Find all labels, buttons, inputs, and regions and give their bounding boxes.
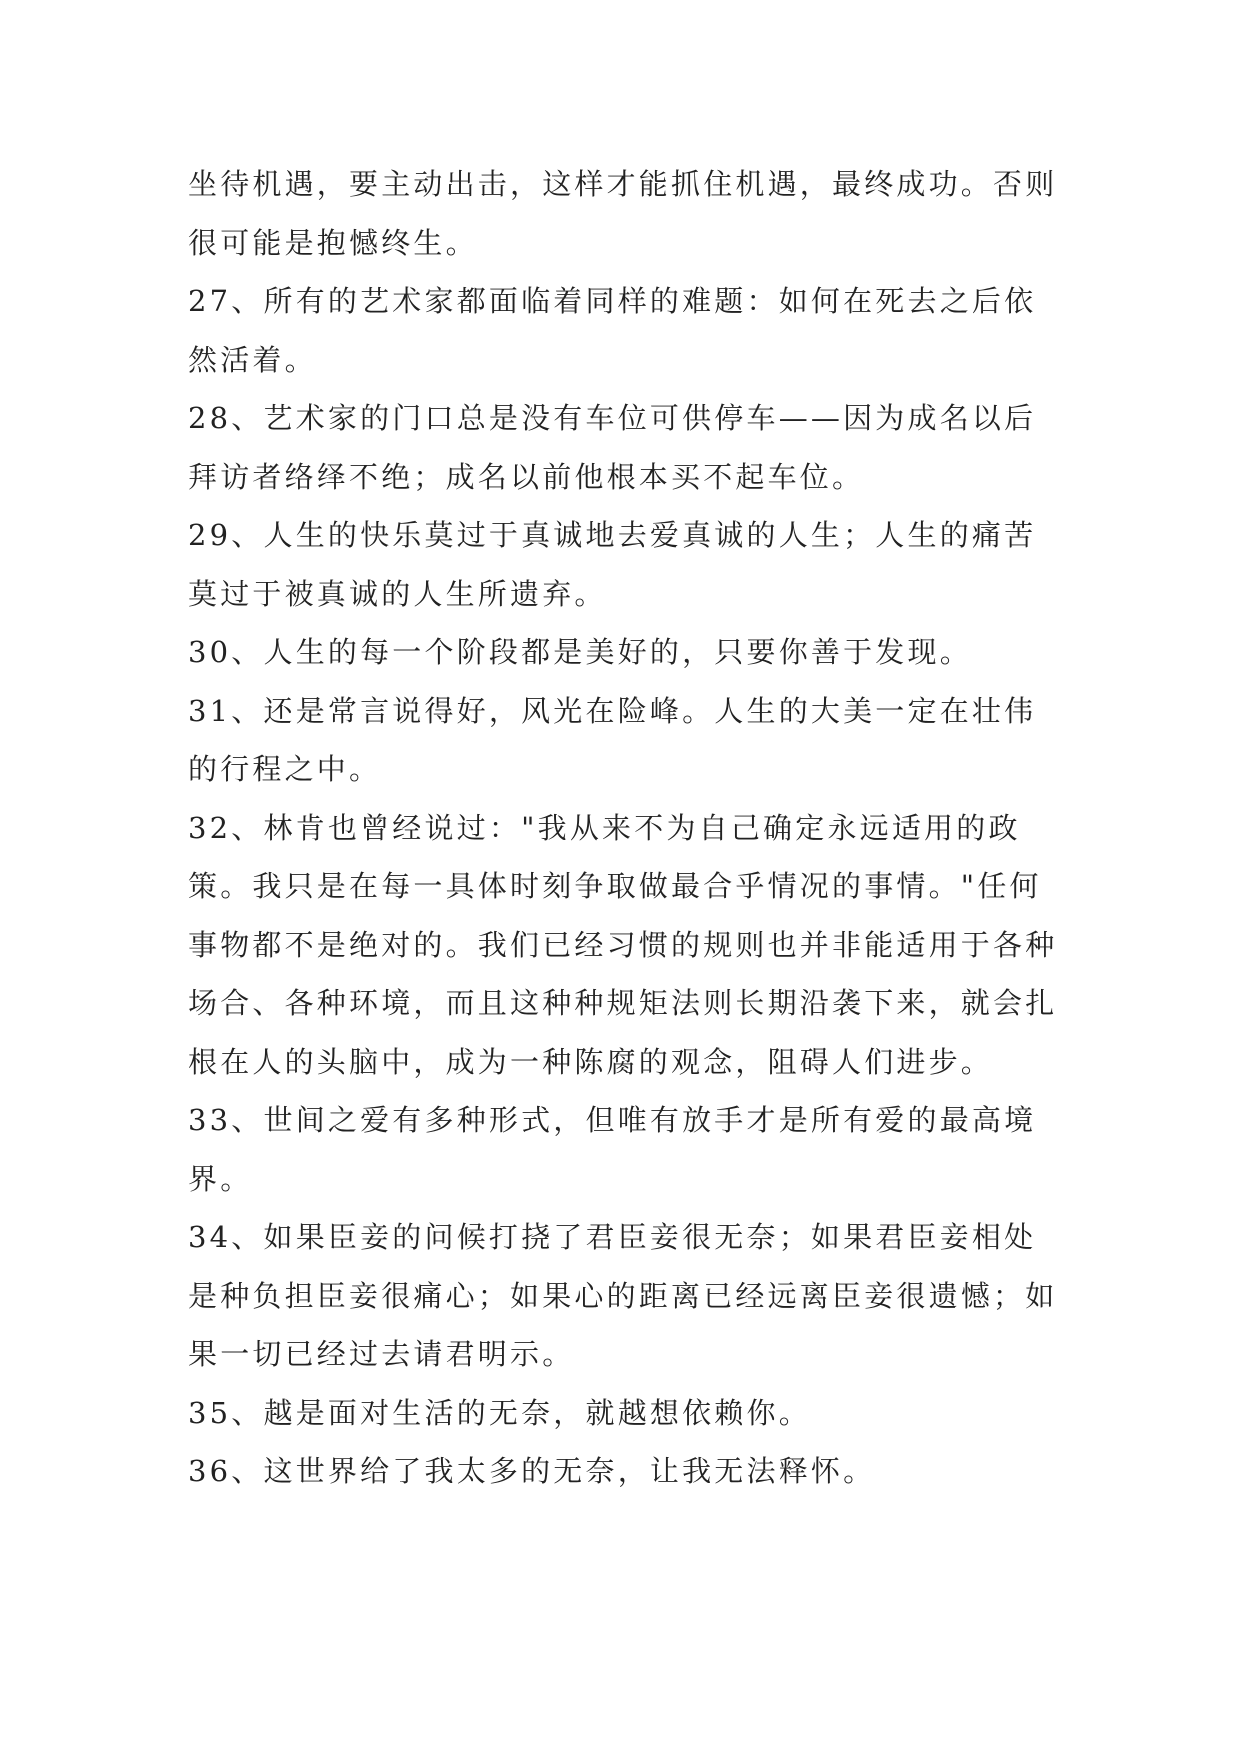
paragraph-32: 32、林肯也曾经说过："我从来不为自己确定永远适用的政策。我只是在每一具体时刻争取做最合乎情况的事情。"任何事物都不是绝对的。我们已经习惯的规则也并非能适用于各种场合、各种环境，而且这种种规矩法则长期沿袭下来，就会扎根在人的头脑中，成为一种陈腐的观念，阻碍人们进步。 [188, 810, 1058, 1079]
paragraph-34: 34、如果臣妾的问候打挠了君臣妾很无奈；如果君臣妾相处是种负担臣妾很痛心；如果心的距离已经远离臣妾很遗憾；如果一切已经过去请君明示。 [188, 1220, 1058, 1371]
paragraph-30: 30、人生的每一个阶段都是美好的，只要你善于发现。 [188, 635, 972, 669]
paragraph-27: 27、所有的艺术家都面临着同样的难题：如何在死去之后依然活着。 [188, 284, 1037, 377]
document-body [188, 155, 1058, 1501]
paragraph-33: 33、世间之爱有多种形式，但唯有放手才是所有爱的最高境界。 [188, 1103, 1037, 1196]
paragraph-36: 36、这世界给了我太多的无奈，让我无法释怀。 [188, 1454, 876, 1488]
paragraph-35: 35、越是面对生活的无奈，就越想依赖你。 [188, 1395, 811, 1430]
paragraph-31: 31、还是常言说得好，风光在险峰。人生的大美一定在壮伟的行程之中。 [188, 693, 1037, 786]
paragraph-28: 28、艺术家的门口总是没有车位可供停车——因为成名以后拜访者络绎不绝；成名以前他根本买不起车位。 [188, 401, 1037, 494]
paragraph-29: 29、人生的快乐莫过于真诚地去爱真诚的人生；人生的痛苦莫过于被真诚的人生所遗弃。 [188, 518, 1037, 611]
paragraph-26-continued: 坐待机遇，要主动出击，这样才能抓住机遇，最终成功。否则很可能是抱憾终生。 [188, 167, 1058, 260]
